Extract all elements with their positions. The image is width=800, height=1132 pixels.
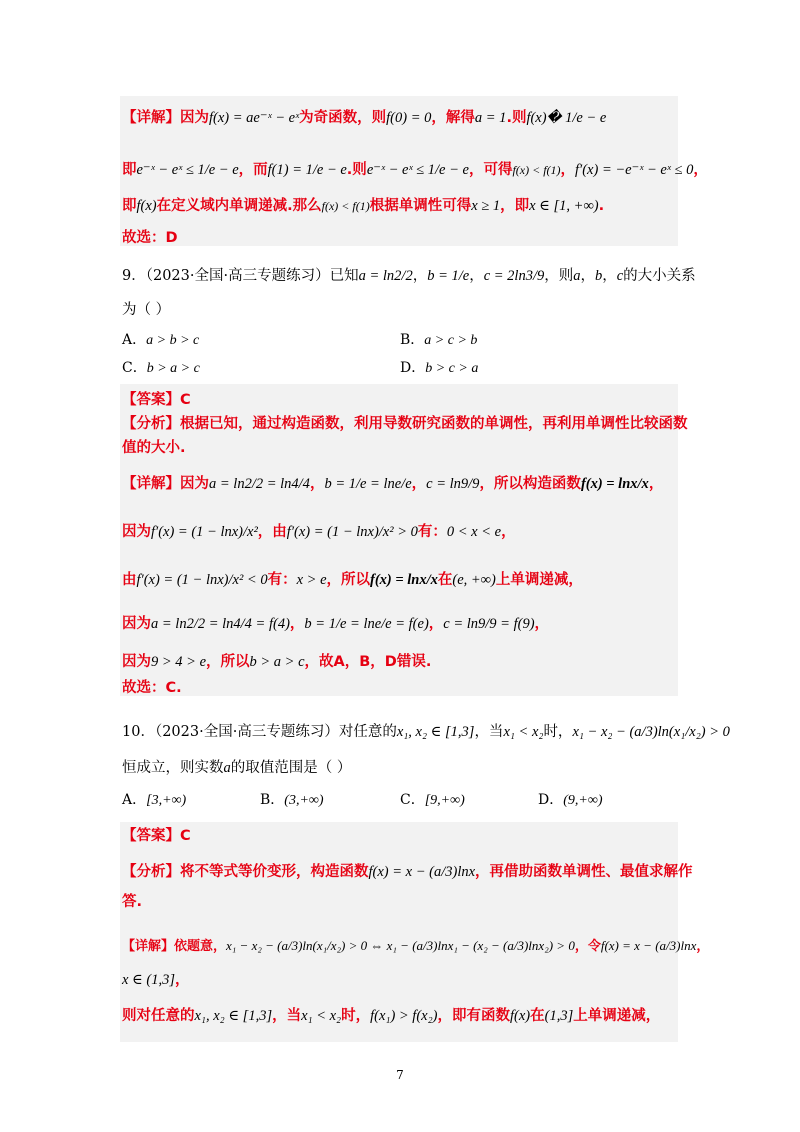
q9-detail-line-2: 因为f′(x) = (1 − lnx)/x²，由f′(x) = (1 − lnx)/x² > 0有：0 < x < e，: [122, 524, 516, 540]
q8-detail-line-2: 即e⁻ˣ − eˣ ≤ 1/e − e，而f(1) = 1/e − e.则e⁻ˣ − eˣ ≤ 1/e − e，可得f(x) < f(1)，f′(x) = −e⁻ˣ − eˣ ≤ 0，: [122, 162, 708, 178]
q9-option-d[interactable]: D．b > c > a: [400, 360, 479, 376]
q9-analysis-line-1: 【分析】根据已知，通过构造函数，利用导数研究函数的单调性，再利用单调性比较函数: [122, 416, 688, 432]
q9-analysis-line-2: 值的大小.: [122, 440, 186, 456]
q9-detail-line-1: 【详解】因为a = ln2/2 = ln4/4，b = 1/e = lne/e，c = ln9/9，所以构造函数f(x) = lnx/x，: [122, 476, 664, 492]
q10-option-a[interactable]: A．[3,+∞): [122, 792, 187, 808]
q10-answer: 【答案】C: [122, 828, 191, 844]
q10-analysis-line-2: 答.: [122, 894, 143, 910]
q10-stem-line-1: 10．（2023·全国·高三专题练习）对任意的x₁, x₂ ∈ [1,3]，当x₁ < x₂时，x₁ − x₂ − (a/3)ln(x₁/x₂) > 0: [122, 724, 730, 740]
q9-detail-line-4: 因为a = ln2/2 = ln4/4 = f(4)，b = 1/e = lne/e = f(e)，c = ln9/9 = f(9)，: [122, 616, 550, 632]
q9-stem-line-2: 为（ ）: [122, 302, 171, 318]
q10-option-d[interactable]: D．(9,+∞): [538, 792, 603, 808]
q10-analysis-line-1: 【分析】将不等式等价变形，构造函数f(x) = x − (a/3)lnx，再借助函数单调性、最值求解作: [122, 864, 693, 880]
q9-option-b[interactable]: B．a > c > b: [400, 332, 478, 348]
q10-stem-line-2: 恒成立，则实数a的取值范围是（ ）: [122, 760, 352, 776]
q10-detail-line-1: 【详解】依题意，x₁ − x₂ − (a/3)ln(x₁/x₂) > 0 ⇔ x₁ − (a/3)lnx₁ − (x₂ − (a/3)lnx₂) > 0，令f(x) = x − (a/3)lnx，: [122, 938, 710, 954]
q9-option-c[interactable]: C．b > a > c: [122, 360, 200, 376]
q9-option-a[interactable]: A．a > b > c: [122, 332, 200, 348]
q9-stem-line-1: 9．（2023·全国·高三专题练习）已知a = ln2/2，b = 1/e，c = 2ln3/9，则a，b，c的大小关系: [122, 268, 696, 284]
q9-detail-line-3: 由f′(x) = (1 − lnx)/x² < 0有：x > e，所以f(x) = lnx/x在(e, +∞)上单调递减，: [122, 572, 583, 588]
page-number: 7: [396, 1068, 404, 1082]
q9-answer: 【答案】C: [122, 392, 191, 408]
q8-detail-line-3: 即f(x)在定义域内单调递减.那么f(x) < f(1)根据单调性可得x ≥ 1，即x ∈ [1, +∞).: [122, 198, 605, 214]
q9-detail-line-5: 因为9 > 4 > e，所以b > a > c，故A，B，D错误.: [122, 654, 432, 670]
q9-choice: 故选：C.: [122, 680, 182, 696]
q8-answer: 故选：D: [122, 230, 178, 246]
q10-option-c[interactable]: C．[9,+∞): [400, 792, 465, 808]
q10-option-b[interactable]: B．(3,+∞): [260, 792, 324, 808]
q10-detail-line-3: 则对任意的x₁, x₂ ∈ [1,3]，当x₁ < x₂时，f(x₁) > f(x₂)，即有函数f(x)在(1,3]上单调递减，: [122, 1008, 661, 1024]
q8-detail-line-1: 【详解】因为f(x) = ae⁻ˣ − eˣ为奇函数，则f(0) = 0，解得a = 1.则f(x)� 1/e − e: [122, 110, 607, 126]
q10-detail-line-2: x ∈ (1,3]，: [122, 972, 190, 988]
